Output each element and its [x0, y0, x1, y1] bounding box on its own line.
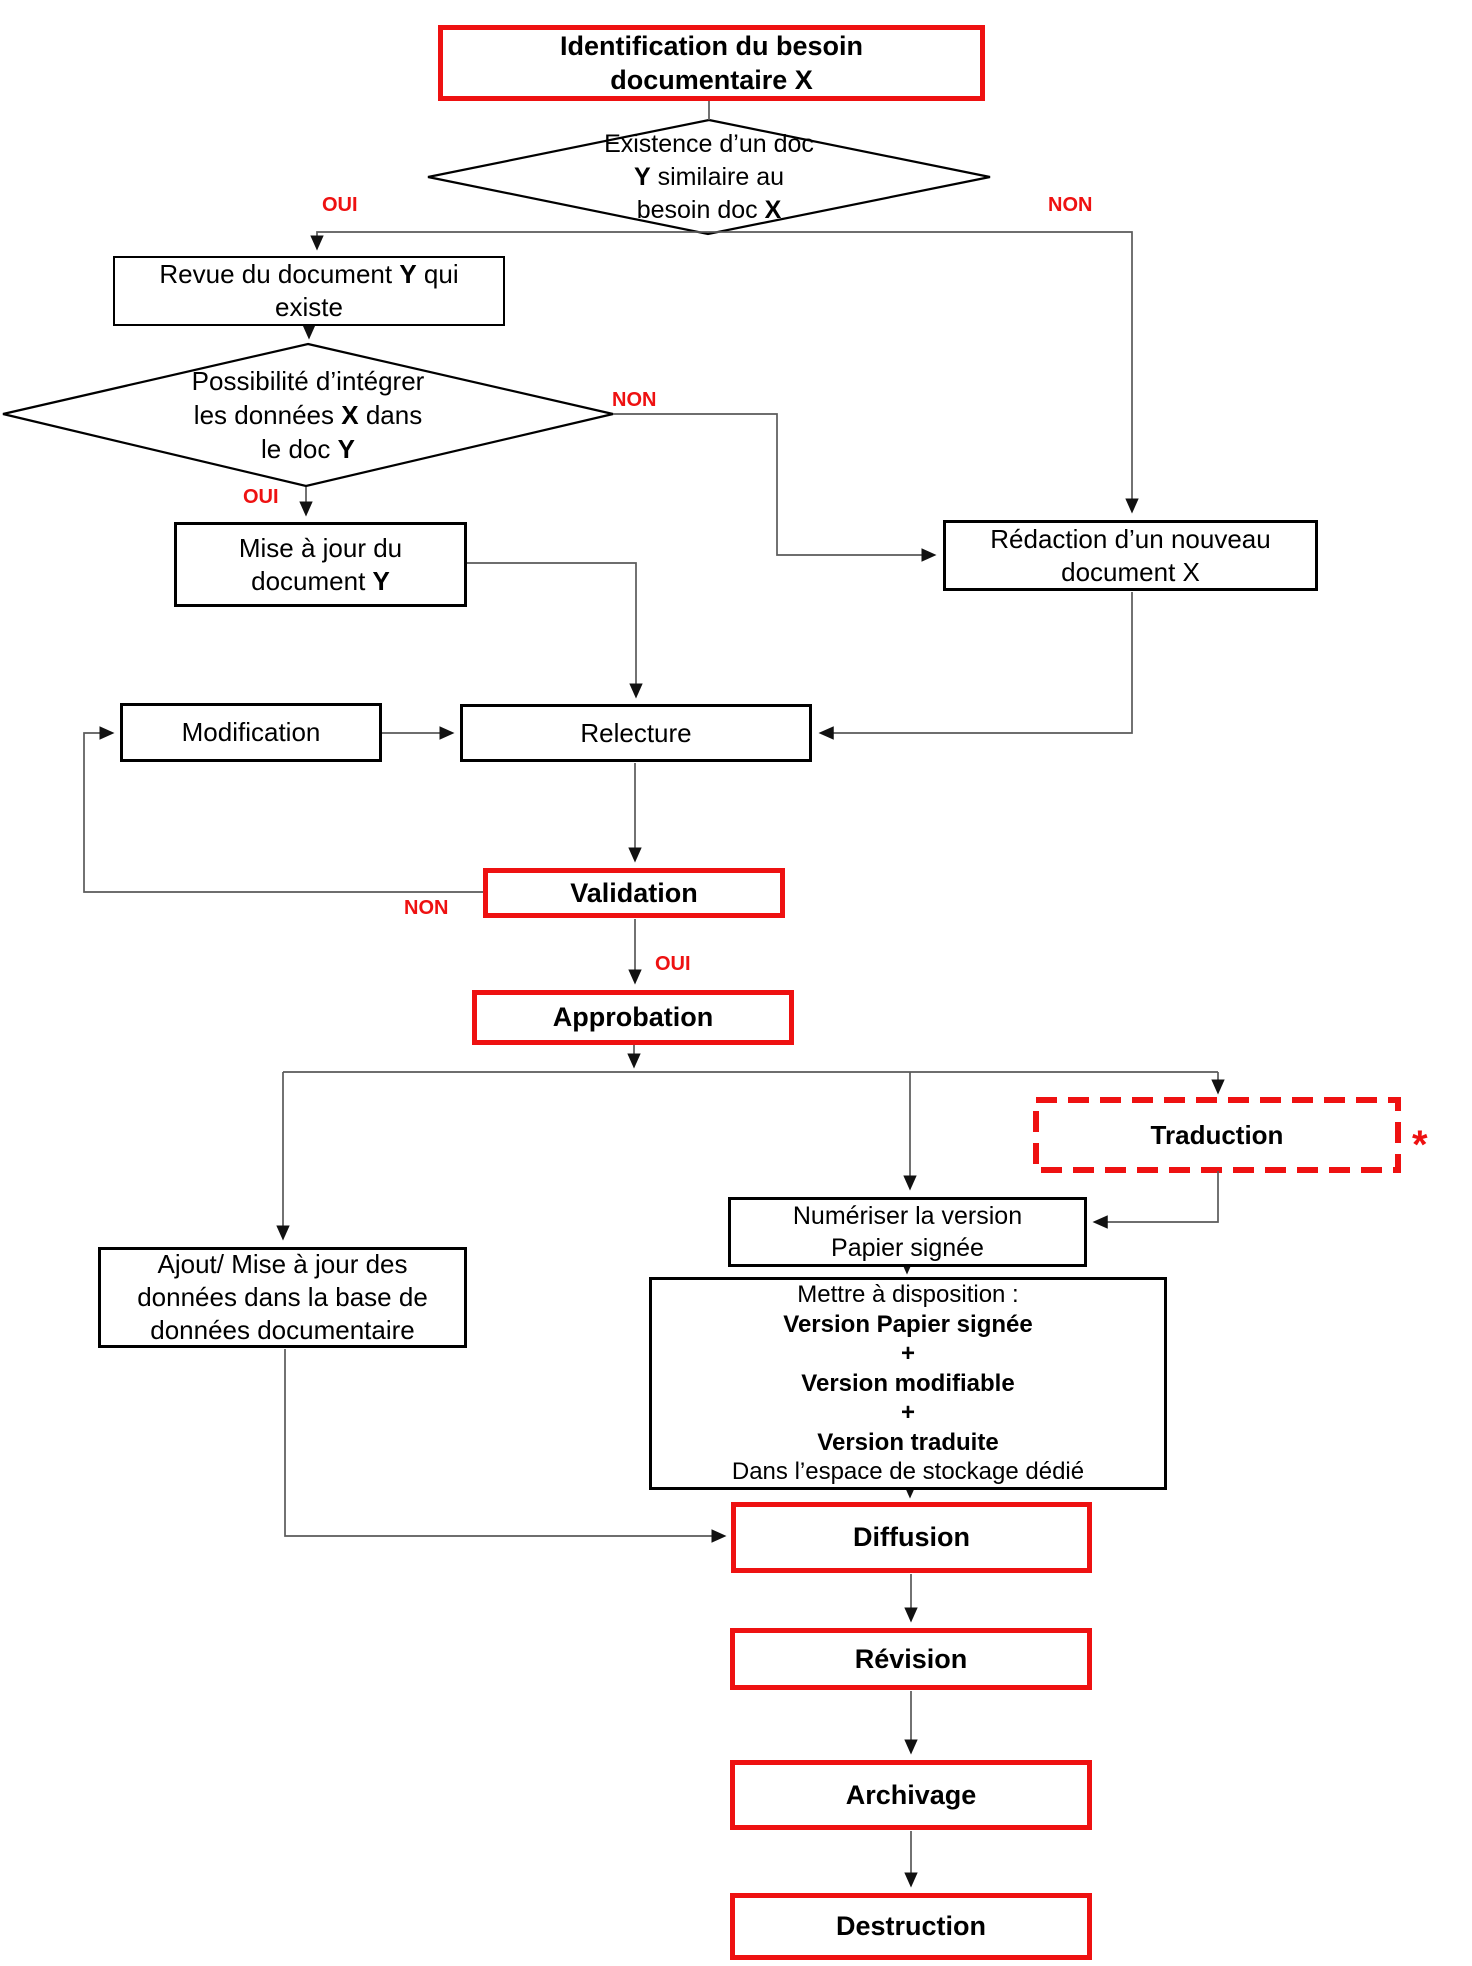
- relecture-label: Relecture: [580, 717, 692, 748]
- revue-bold-y: Y: [399, 259, 417, 289]
- connector-traduction-to-numeriser: [1095, 1171, 1218, 1222]
- possibilite-text2a: les données: [193, 400, 342, 430]
- diffusion-box: [731, 1502, 1092, 1573]
- diamond-existence-text: [559, 128, 859, 227]
- possibilite-bold-y: Y: [337, 434, 355, 464]
- destruction-box: [730, 1893, 1092, 1960]
- destruction-label: Destruction: [835, 1911, 987, 1941]
- redaction-box: [943, 520, 1318, 591]
- label-non-existence: NON: [1048, 194, 1093, 216]
- revision-box: [730, 1628, 1092, 1690]
- mise-line1: Mise à jour du: [238, 532, 403, 563]
- connector-diamond2-non-to-redaction: [613, 414, 934, 555]
- mettre-line1: Mettre à disposition :: [797, 1281, 1019, 1309]
- mettre-line2: Version Papier signée: [783, 1310, 1033, 1338]
- numeriser-line1: Numériser la version: [792, 1202, 1023, 1230]
- label-non-possibilite: NON: [612, 389, 657, 411]
- mettre-line3: Version modifiable: [801, 1369, 1015, 1397]
- redaction-line2: document X: [1061, 556, 1200, 587]
- existence-bold-y: Y: [633, 163, 651, 191]
- mettre-plus1: +: [900, 1340, 915, 1368]
- possibilite-text3a: le doc: [261, 434, 338, 464]
- possibilite-bold-x: X: [341, 400, 359, 430]
- mise-bold-y: Y: [372, 565, 390, 596]
- redaction-line1: Rédaction d’un nouveau: [990, 523, 1271, 554]
- revision-label: Révision: [854, 1643, 968, 1674]
- numeriser-line2: Papier signée: [831, 1234, 984, 1262]
- traduction-box: [1036, 1100, 1398, 1170]
- identification-line2: documentaire X: [610, 65, 813, 95]
- possibilite-line1: Possibilité d’intégrer: [191, 366, 425, 396]
- mise-text: document: [251, 565, 373, 596]
- existence-bold-x: X: [764, 196, 782, 224]
- existence-text3: besoin doc: [636, 196, 765, 224]
- possibilite-line3: [148, 432, 468, 466]
- mettre-line5: Dans l’espace de stockage dédié: [731, 1458, 1085, 1486]
- modification-box: [120, 703, 382, 762]
- connector-oui-to-revue: [317, 232, 708, 248]
- label-oui-validation: OUI: [655, 953, 691, 975]
- revue-text: Revue du document: [159, 259, 400, 289]
- mettre-plus2: +: [900, 1399, 915, 1427]
- ajout-line1: Ajout/ Mise à jour des: [157, 1249, 408, 1279]
- identification-line1: Identification du besoin: [560, 31, 863, 61]
- possibilite-line2: [148, 398, 468, 432]
- existence-line2: [559, 161, 859, 194]
- connector-redaction-to-relecture: [821, 592, 1132, 733]
- connector-mise-to-relecture: [467, 563, 636, 696]
- mettre-box: [649, 1277, 1167, 1490]
- revue-line1: [159, 258, 458, 291]
- traduction-label: Traduction: [1150, 1119, 1284, 1150]
- label-oui-possibilite: OUI: [243, 486, 279, 508]
- mettre-line4: Version traduite: [817, 1428, 999, 1456]
- diamond-possibilite-text: [148, 364, 468, 466]
- existence-line3: [559, 194, 859, 227]
- modification-label: Modification: [181, 717, 321, 747]
- numeriser-box: [728, 1197, 1087, 1267]
- ajout-line3: données documentaire: [150, 1315, 415, 1345]
- revue-line2: existe: [275, 292, 343, 322]
- revue-text2: qui: [416, 259, 459, 289]
- possibilite-text2c: dans: [358, 400, 423, 430]
- approbation-label: Approbation: [552, 1002, 714, 1032]
- ajout-box: [98, 1247, 467, 1348]
- revue-box: [113, 256, 505, 326]
- connector-non-to-redaction-top: [708, 232, 1132, 511]
- validation-label: Validation: [570, 877, 698, 908]
- archivage-label: Archivage: [845, 1779, 977, 1810]
- approbation-box: [472, 990, 794, 1045]
- mise-a-jour-box: [174, 522, 467, 607]
- validation-box: [483, 868, 785, 918]
- ajout-line2: données dans la base de: [137, 1282, 428, 1312]
- traduction-asterisk: *: [1412, 1123, 1428, 1167]
- existence-text2: similaire au: [650, 163, 785, 191]
- identification-box: [438, 25, 985, 101]
- label-non-validation: NON: [404, 897, 449, 919]
- existence-line1: Existence d’un doc: [604, 130, 814, 158]
- diffusion-label: Diffusion: [853, 1522, 970, 1552]
- archivage-box: [730, 1760, 1092, 1830]
- mise-line2: [251, 565, 390, 598]
- label-oui-existence: OUI: [322, 194, 358, 216]
- relecture-box: [460, 704, 812, 762]
